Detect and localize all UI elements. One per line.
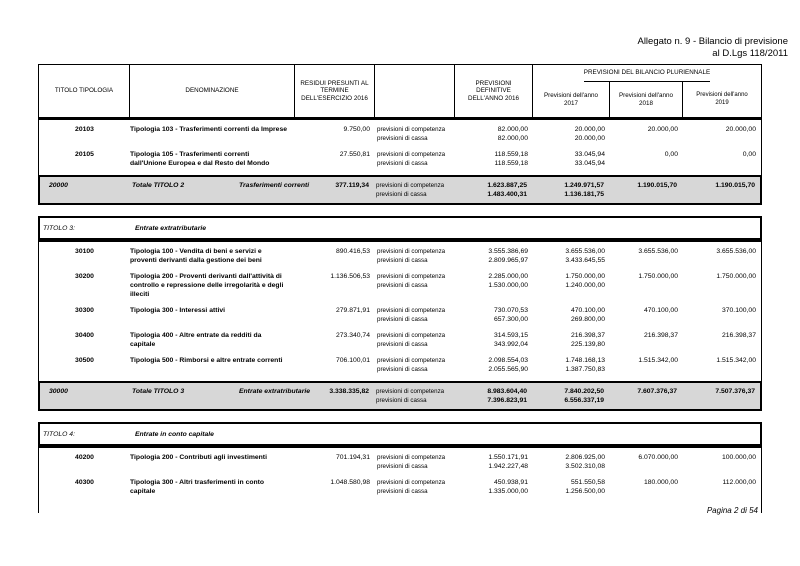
value-competenza-2018: 20.000,00: [647, 126, 678, 133]
value-2019: [683, 247, 761, 265]
document-title: [637, 36, 788, 59]
table-header: [38, 64, 762, 118]
column-header-pluriennale: [533, 65, 761, 117]
row-denominazione: Tipologia 200 - Contributi agli investimenti: [130, 454, 267, 461]
totale-competenza-2018: 7.607.376,37: [637, 388, 677, 395]
totale-competenza-2017: 1.249.971,57: [564, 182, 604, 189]
value-competenza-2019: 112.000,00: [722, 479, 756, 486]
column-header-anno-2019: [683, 82, 761, 117]
value-competenza-2018: 216.398,37: [643, 332, 678, 339]
totale-cassa-2016: 1.483.400,31: [487, 191, 527, 198]
table-row: [39, 125, 761, 143]
value-2019: [683, 306, 761, 324]
row-code: 30200: [75, 273, 94, 280]
value-cassa-2016: 118.559,18: [494, 160, 528, 167]
column-header-spacer: [375, 65, 455, 117]
label-previsioni-cassa: previsioni di cassa: [377, 463, 428, 470]
budget-table: [38, 64, 762, 513]
value-cassa-2017: 3.502.310,08: [565, 463, 605, 470]
row-previsioni-labels: [375, 247, 455, 265]
section-titolo-band: [38, 422, 762, 446]
row-previsioni-labels: [375, 478, 455, 496]
value-competenza-2016: 3.555.386,69: [488, 248, 528, 255]
value-cassa-2017: 269.800,00: [570, 316, 605, 323]
value-2019: [683, 478, 761, 496]
value-competenza-2016: 82.000,00: [497, 126, 528, 133]
column-header-titolo-tipologia: [39, 65, 130, 117]
value-competenza-2016: 2.098.554,03: [488, 357, 528, 364]
value-competenza-2018: 6.070.000,00: [638, 454, 678, 461]
value-competenza-2019: 216.398,37: [721, 332, 756, 339]
value-cassa-2017: 1.387.750,83: [565, 366, 605, 373]
totale-competenza-2018: 1.190.015,70: [637, 182, 677, 189]
label-previsioni-cassa: previsioni di cassa: [377, 160, 428, 167]
table-row: [39, 247, 761, 265]
section-rows-block: [38, 240, 762, 382]
value-competenza-2019: 1.750.000,00: [716, 273, 756, 280]
row-code: 40200: [75, 454, 94, 461]
totale-code: 20000: [49, 182, 68, 189]
value-2016: [455, 356, 533, 374]
value-2019: [683, 150, 761, 168]
value-competenza-2019: 3.655.536,00: [716, 248, 756, 255]
value-cassa-2017: 1.256.500,00: [565, 488, 605, 495]
value-competenza-2017: 2.806.925,00: [565, 454, 605, 461]
column-header-anno-2017-label: Previsioni dell'anno 2017: [543, 92, 599, 107]
column-header-anno-2017: [533, 82, 610, 117]
column-header-residui-label: RESIDUI PRESUNTI AL TERMINE DELL'ESERCIZIO 2016: [300, 79, 369, 102]
value-competenza-2019: 100.000,00: [721, 454, 756, 461]
row-denominazione: Tipologia 105 - Trasferimenti correnti dall'Unione Europea e dal Resto del Mondo: [130, 151, 270, 167]
table-row: [39, 453, 761, 471]
row-previsioni-labels: [375, 125, 455, 143]
label-previsioni-cassa: previsioni di cassa: [377, 135, 428, 142]
row-denominazione: Tipologia 400 - Altre entrate da redditi da capitale: [130, 332, 262, 348]
value-2018: [610, 272, 683, 299]
value-competenza-2017: 20.000,00: [574, 126, 605, 133]
row-residui: 273.340,74: [335, 332, 370, 339]
value-cassa-2017: 3.433.645,55: [565, 257, 605, 264]
page-number: Pagina 2 di 54: [706, 506, 758, 515]
value-2018: [610, 150, 683, 168]
label-previsioni-competenza: previsioni di competenza: [377, 273, 446, 280]
label-previsioni-competenza: previsioni di competenza: [377, 454, 446, 461]
value-2017: [533, 150, 610, 168]
value-2017: [533, 478, 610, 496]
label-previsioni-cassa: previsioni di cassa: [377, 282, 428, 289]
table-row: [39, 331, 761, 349]
section-titolo-name: Entrate extratributarie: [135, 224, 207, 232]
value-cassa-2016: 1.530.000,00: [488, 282, 528, 289]
row-code: 20105: [75, 151, 94, 158]
table-row: [39, 150, 761, 168]
column-header-titolo-tipologia-label: TITOLO TIPOLOGIA: [54, 87, 114, 95]
totale-cassa-2017: 6.556.337,19: [564, 397, 604, 404]
column-header-pluriennale-years: [533, 82, 761, 117]
value-competenza-2018: 0,00: [664, 151, 678, 158]
value-2018: [610, 306, 683, 324]
row-previsioni-labels: [375, 453, 455, 471]
label-previsioni-competenza: previsioni di competenza: [376, 388, 445, 395]
row-code: 30300: [75, 307, 94, 314]
label-previsioni-cassa: previsioni di cassa: [377, 341, 428, 348]
value-2019: [683, 272, 761, 299]
value-competenza-2016: 450.938,91: [493, 479, 528, 486]
value-2016: [455, 306, 533, 324]
label-previsioni-competenza: previsioni di competenza: [377, 126, 446, 133]
value-2017: [533, 356, 610, 374]
totale-previsioni-labels: [374, 181, 454, 199]
value-2016: [455, 247, 533, 265]
value-competenza-2017: 1.748.168,13: [565, 357, 605, 364]
value-2017: [533, 453, 610, 471]
totale-mid: [129, 387, 311, 405]
totale-competenza-2016: 8.983.604,40: [487, 388, 527, 395]
totale-label: Totale TITOLO 3: [132, 388, 185, 395]
value-competenza-2018: 3.655.536,00: [638, 248, 678, 255]
row-previsioni-labels: [375, 272, 455, 299]
column-header-denominazione-label: DENOMINAZIONE: [185, 87, 239, 95]
value-cassa-2016: 2.809.965,97: [488, 257, 528, 264]
row-denominazione: Tipologia 500 - Rimborsi e altre entrate correnti: [130, 357, 283, 364]
value-2016: [455, 331, 533, 349]
row-denominazione: Tipologia 300 - Altri trasferimenti in conto capitale: [130, 479, 265, 495]
column-header-anno-2018-label: Previsioni dell'anno 2018: [618, 92, 674, 107]
row-residui: 890.416,53: [335, 248, 370, 255]
value-2016: [455, 150, 533, 168]
label-previsioni-competenza: previsioni di competenza: [376, 182, 445, 189]
value-competenza-2018: 1.750.000,00: [638, 273, 678, 280]
value-competenza-2016: 314.593,15: [493, 332, 528, 339]
totale-value-2018: [609, 387, 682, 405]
value-competenza-2016: 1.550.171,91: [488, 454, 528, 461]
value-competenza-2017: 33.045,94: [574, 151, 605, 158]
value-2016: [455, 272, 533, 299]
value-2017: [533, 306, 610, 324]
label-previsioni-cassa: previsioni di cassa: [377, 257, 428, 264]
totale-value-2016: [454, 181, 532, 199]
table-row: [39, 356, 761, 374]
value-competenza-2017: 551.550,58: [570, 479, 605, 486]
label-previsioni-cassa: previsioni di cassa: [377, 488, 428, 495]
value-cassa-2016: 82.000,00: [497, 135, 528, 142]
totale-mid: [129, 181, 310, 199]
label-previsioni-competenza: previsioni di competenza: [377, 357, 446, 364]
row-denominazione: Tipologia 103 - Trasferimenti correnti da Imprese: [130, 126, 288, 133]
value-2018: [610, 125, 683, 143]
label-previsioni-cassa: previsioni di cassa: [376, 191, 427, 198]
row-denominazione: Tipologia 100 - Vendita di beni e servizi e proventi derivanti dalla gestione dei beni: [130, 248, 262, 264]
table-row: [39, 478, 761, 496]
totale-value-2019: [682, 387, 760, 405]
row-code: 30500: [75, 357, 94, 364]
column-header-residui: [295, 65, 375, 117]
value-2017: [533, 247, 610, 265]
value-cassa-2016: 343.992,04: [493, 341, 528, 348]
row-code: 30400: [75, 332, 94, 339]
value-2018: [610, 331, 683, 349]
value-2017: [533, 331, 610, 349]
row-code: 20103: [75, 126, 94, 133]
value-2019: [683, 356, 761, 374]
value-cassa-2016: 2.055.565,90: [488, 366, 528, 373]
section-rows-block: [38, 118, 762, 176]
row-previsioni-labels: [375, 306, 455, 324]
value-2017: [533, 272, 610, 299]
label-previsioni-competenza: previsioni di competenza: [377, 248, 446, 255]
label-previsioni-cassa: previsioni di cassa: [377, 366, 428, 373]
value-cassa-2017: 20.000,00: [574, 135, 605, 142]
value-competenza-2016: 118.559,18: [494, 151, 528, 158]
row-residui: 706.100,01: [335, 357, 370, 364]
totale-competenza-2019: 1.190.015,70: [715, 182, 755, 189]
section-titolo-code: TITOLO 4:: [43, 430, 75, 438]
totale-row: [38, 381, 762, 411]
value-2019: [683, 331, 761, 349]
totale-cassa-2016: 7.396.823,91: [487, 397, 527, 404]
label-previsioni-competenza: previsioni di competenza: [377, 479, 446, 486]
value-competenza-2019: 0,00: [742, 151, 756, 158]
column-header-pluriennale-label: PREVISIONI DEL BILANCIO PLURIENNALE: [584, 65, 710, 82]
row-code: 30100: [75, 248, 94, 255]
totale-denominazione: Trasferimenti correnti: [239, 182, 310, 189]
value-competenza-2017: 216.398,37: [570, 332, 605, 339]
section-titolo-code: TITOLO 3:: [43, 224, 75, 232]
table-row: [39, 272, 761, 299]
row-denominazione: Tipologia 300 - Interessi attivi: [130, 307, 226, 314]
totale-competenza-2017: 7.840.202,50: [564, 388, 604, 395]
value-2018: [610, 478, 683, 496]
totale-value-2017: [532, 181, 609, 199]
document-title-line2: al D.Lgs 118/2011: [712, 47, 788, 59]
section-titolo-name: Entrate in conto capitale: [135, 430, 214, 438]
totale-value-2019: [682, 181, 760, 199]
value-2018: [610, 247, 683, 265]
row-code: 40300: [75, 479, 94, 486]
totale-label: Totale TITOLO 2: [132, 182, 185, 189]
value-competenza-2017: 1.750.000,00: [565, 273, 605, 280]
row-residui: 1.136.506,53: [330, 273, 370, 280]
row-residui: 279.871,91: [335, 307, 370, 314]
value-competenza-2016: 2.285.000,00: [488, 273, 528, 280]
value-cassa-2016: 657.300,00: [493, 316, 528, 323]
column-header-anno-2019-label: Previsioni dell'anno 2019: [696, 92, 748, 106]
value-competenza-2019: 20.000,00: [725, 126, 756, 133]
totale-row: [38, 175, 762, 205]
row-residui: 27.550,81: [339, 151, 370, 158]
value-cassa-2017: 225.139,80: [570, 341, 605, 348]
row-previsioni-labels: [375, 150, 455, 168]
value-competenza-2018: 470.100,00: [643, 307, 678, 314]
totale-cassa-2017: 1.136.181,75: [564, 191, 604, 198]
value-cassa-2016: 1.335.000,00: [488, 488, 528, 495]
row-residui: 701.194,31: [335, 454, 370, 461]
section-rows-block: [38, 446, 762, 513]
value-cassa-2016: 1.942.227,48: [488, 463, 528, 470]
totale-competenza-2019: 7.507.376,37: [715, 388, 755, 395]
column-header-previsioni-definitive-label: PREVISIONI DEFINITIVE DELL'ANNO 2016: [468, 79, 519, 102]
value-2016: [455, 125, 533, 143]
value-2016: [455, 478, 533, 496]
totale-previsioni-labels: [374, 387, 454, 405]
row-previsioni-labels: [375, 356, 455, 374]
column-header-previsioni-definitive-2016: [455, 65, 533, 117]
value-competenza-2019: 1.515.342,00: [716, 357, 756, 364]
value-competenza-2019: 370.100,00: [721, 307, 756, 314]
value-2019: [683, 125, 761, 143]
column-header-denominazione: [130, 65, 295, 117]
totale-competenza-2016: 1.623.887,25: [487, 182, 527, 189]
row-residui: 1.048.580,98: [330, 479, 370, 486]
value-2017: [533, 125, 610, 143]
value-competenza-2018: 1.515.342,00: [638, 357, 678, 364]
row-denominazione: Tipologia 200 - Proventi derivanti dall'attività di controllo e repressione delle irregolarità e degli illeciti: [130, 273, 284, 298]
value-cassa-2017: 33.045,94: [574, 160, 605, 167]
label-previsioni-cassa: previsioni di cassa: [376, 397, 427, 404]
value-competenza-2018: 180.000,00: [643, 479, 678, 486]
section-titolo-band: [38, 216, 762, 240]
value-competenza-2017: 3.655.536,00: [565, 248, 605, 255]
value-competenza-2017: 470.100,00: [570, 307, 605, 314]
value-2018: [610, 356, 683, 374]
row-previsioni-labels: [375, 331, 455, 349]
totale-residui: 377.119,34: [335, 182, 369, 189]
column-header-anno-2018: [610, 82, 683, 117]
totale-value-2018: [609, 181, 682, 199]
totale-residui: 3.338.335,82: [329, 388, 369, 395]
totale-value-2016: [454, 387, 532, 405]
label-previsioni-competenza: previsioni di competenza: [377, 151, 446, 158]
row-residui: 9.750,00: [343, 126, 370, 133]
label-previsioni-competenza: previsioni di competenza: [377, 307, 446, 314]
budget-table-body: [38, 118, 762, 513]
table-row: [39, 306, 761, 324]
totale-value-2017: [532, 387, 609, 405]
label-previsioni-competenza: previsioni di competenza: [377, 332, 446, 339]
label-previsioni-cassa: previsioni di cassa: [377, 316, 428, 323]
totale-code: 30000: [49, 388, 68, 395]
value-competenza-2016: 730.070,53: [493, 307, 528, 314]
totale-denominazione: Entrate extratributarie: [239, 388, 311, 395]
value-2018: [610, 453, 683, 471]
document-title-line1: Allegato n. 9 - Bilancio di previsione: [637, 36, 788, 47]
value-2016: [455, 453, 533, 471]
value-cassa-2017: 1.240.000,00: [565, 282, 605, 289]
value-2019: [683, 453, 761, 471]
